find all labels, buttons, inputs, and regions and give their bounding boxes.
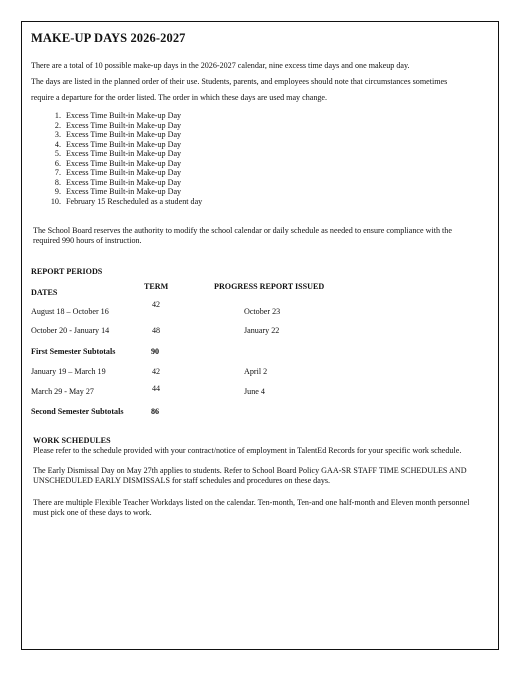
report-row-term: 48 [152,326,161,335]
early-dismissal-line-2: UNSCHEDULED EARLY DISMISSALS for staff schedules and procedures on these days. [33,476,331,485]
report-row-dates: March 29 - May 27 [31,387,94,396]
list-item-text: Excess Time Built-in Make-up Day [66,120,182,130]
report-row-dates: August 18 – October 16 [31,307,109,316]
list-item-text: Excess Time Built-in Make-up Day [66,149,182,159]
second-semester-subtotal-label: Second Semester Subtotals [31,407,124,416]
list-item-number: 9. [54,187,61,197]
list-item [43,178,202,188]
report-row-term: 44 [152,384,161,393]
progress-column-header: PROGRESS REPORT ISSUED [214,282,325,291]
list-item [43,140,202,150]
list-item-text: Excess Time Built-in Make-up Day [66,139,182,149]
work-schedules-heading: WORK SCHEDULES [33,436,111,445]
list-item-text: Excess Time Built-in Make-up Day [66,111,182,120]
early-dismissal-line-1: The Early Dismissal Day on May 27th applies to students. Refer to School Board Policy GAA-SR STAFF TIME SCHEDULES AND [33,466,467,475]
first-semester-subtotal-value: 90 [151,347,160,356]
flex-workdays-line-2: must pick one of these days to work. [33,508,152,517]
list-item-text: Excess Time Built-in Make-up Day [66,130,182,140]
makeup-days-list [43,111,202,206]
report-row-dates: October 20 - January 14 [31,326,110,335]
flex-workdays-line-1: There are multiple Flexible Teacher Workdays listed on the calendar. Ten-month, Ten-and one half-month and Eleven month personnel [33,498,470,507]
list-item-text: Excess Time Built-in Make-up Day [66,158,182,168]
second-semester-subtotal-value: 86 [151,407,160,416]
report-row-progress: April 2 [244,367,268,376]
list-item [43,187,202,197]
list-item [43,149,202,159]
board-note-line-1: The School Board reserves the authority to modify the school calendar or daily schedule as needed to ensure compliance with the [33,226,452,235]
term-column-header: TERM [144,282,169,291]
list-item [43,197,202,207]
first-semester-subtotal-label: First Semester Subtotals [31,347,116,356]
list-item [43,111,202,121]
report-row-dates: January 19 – March 19 [31,367,106,376]
report-row-progress: June 4 [244,387,265,396]
list-item [43,168,202,178]
list-item [43,130,202,140]
list-item [43,121,202,131]
list-item-number: 5. [54,149,61,159]
intro-line-1: There are a total of 10 possible make-up days in the 2026-2027 calendar, nine excess time days and one makeup day. [31,61,410,70]
work-schedules-line-1: Please refer to the schedule provided with your contract/notice of employment in TalentEd Records for your specific work schedule. [33,446,462,455]
list-item-number: 10. [50,196,61,206]
list-item-number: 6. [54,158,61,168]
report-row-term: 42 [152,300,161,309]
list-item-number: 4. [54,139,61,149]
report-row-term: 42 [152,367,161,376]
page-title: MAKE-UP DAYS 2026-2027 [31,31,186,45]
list-item-number: 1. [54,111,61,120]
list-item-text: Excess Time Built-in Make-up Day [66,187,182,197]
list-item-text: Excess Time Built-in Make-up Day [66,168,182,178]
list-item-text: February 15 Rescheduled as a student day [66,196,203,206]
report-row-progress: January 22 [244,326,280,335]
list-item-number: 8. [54,177,61,187]
report-periods-heading: REPORT PERIODS [31,267,103,276]
intro-line-3: require a departure for the order listed. The order in which these days are used may change. [31,93,328,102]
list-item [43,159,202,169]
dates-column-header: DATES [31,288,58,297]
report-row-progress: October 23 [244,307,281,316]
intro-line-2: The days are listed in the planned order of their use. Students, parents, and employees should note that circumstances sometimes [31,77,448,86]
list-item-number: 2. [54,120,61,130]
list-item-number: 7. [54,168,61,178]
board-note-line-2: required 990 hours of instruction. [33,236,142,245]
list-item-text: Excess Time Built-in Make-up Day [66,177,182,187]
list-item-number: 3. [54,130,61,140]
